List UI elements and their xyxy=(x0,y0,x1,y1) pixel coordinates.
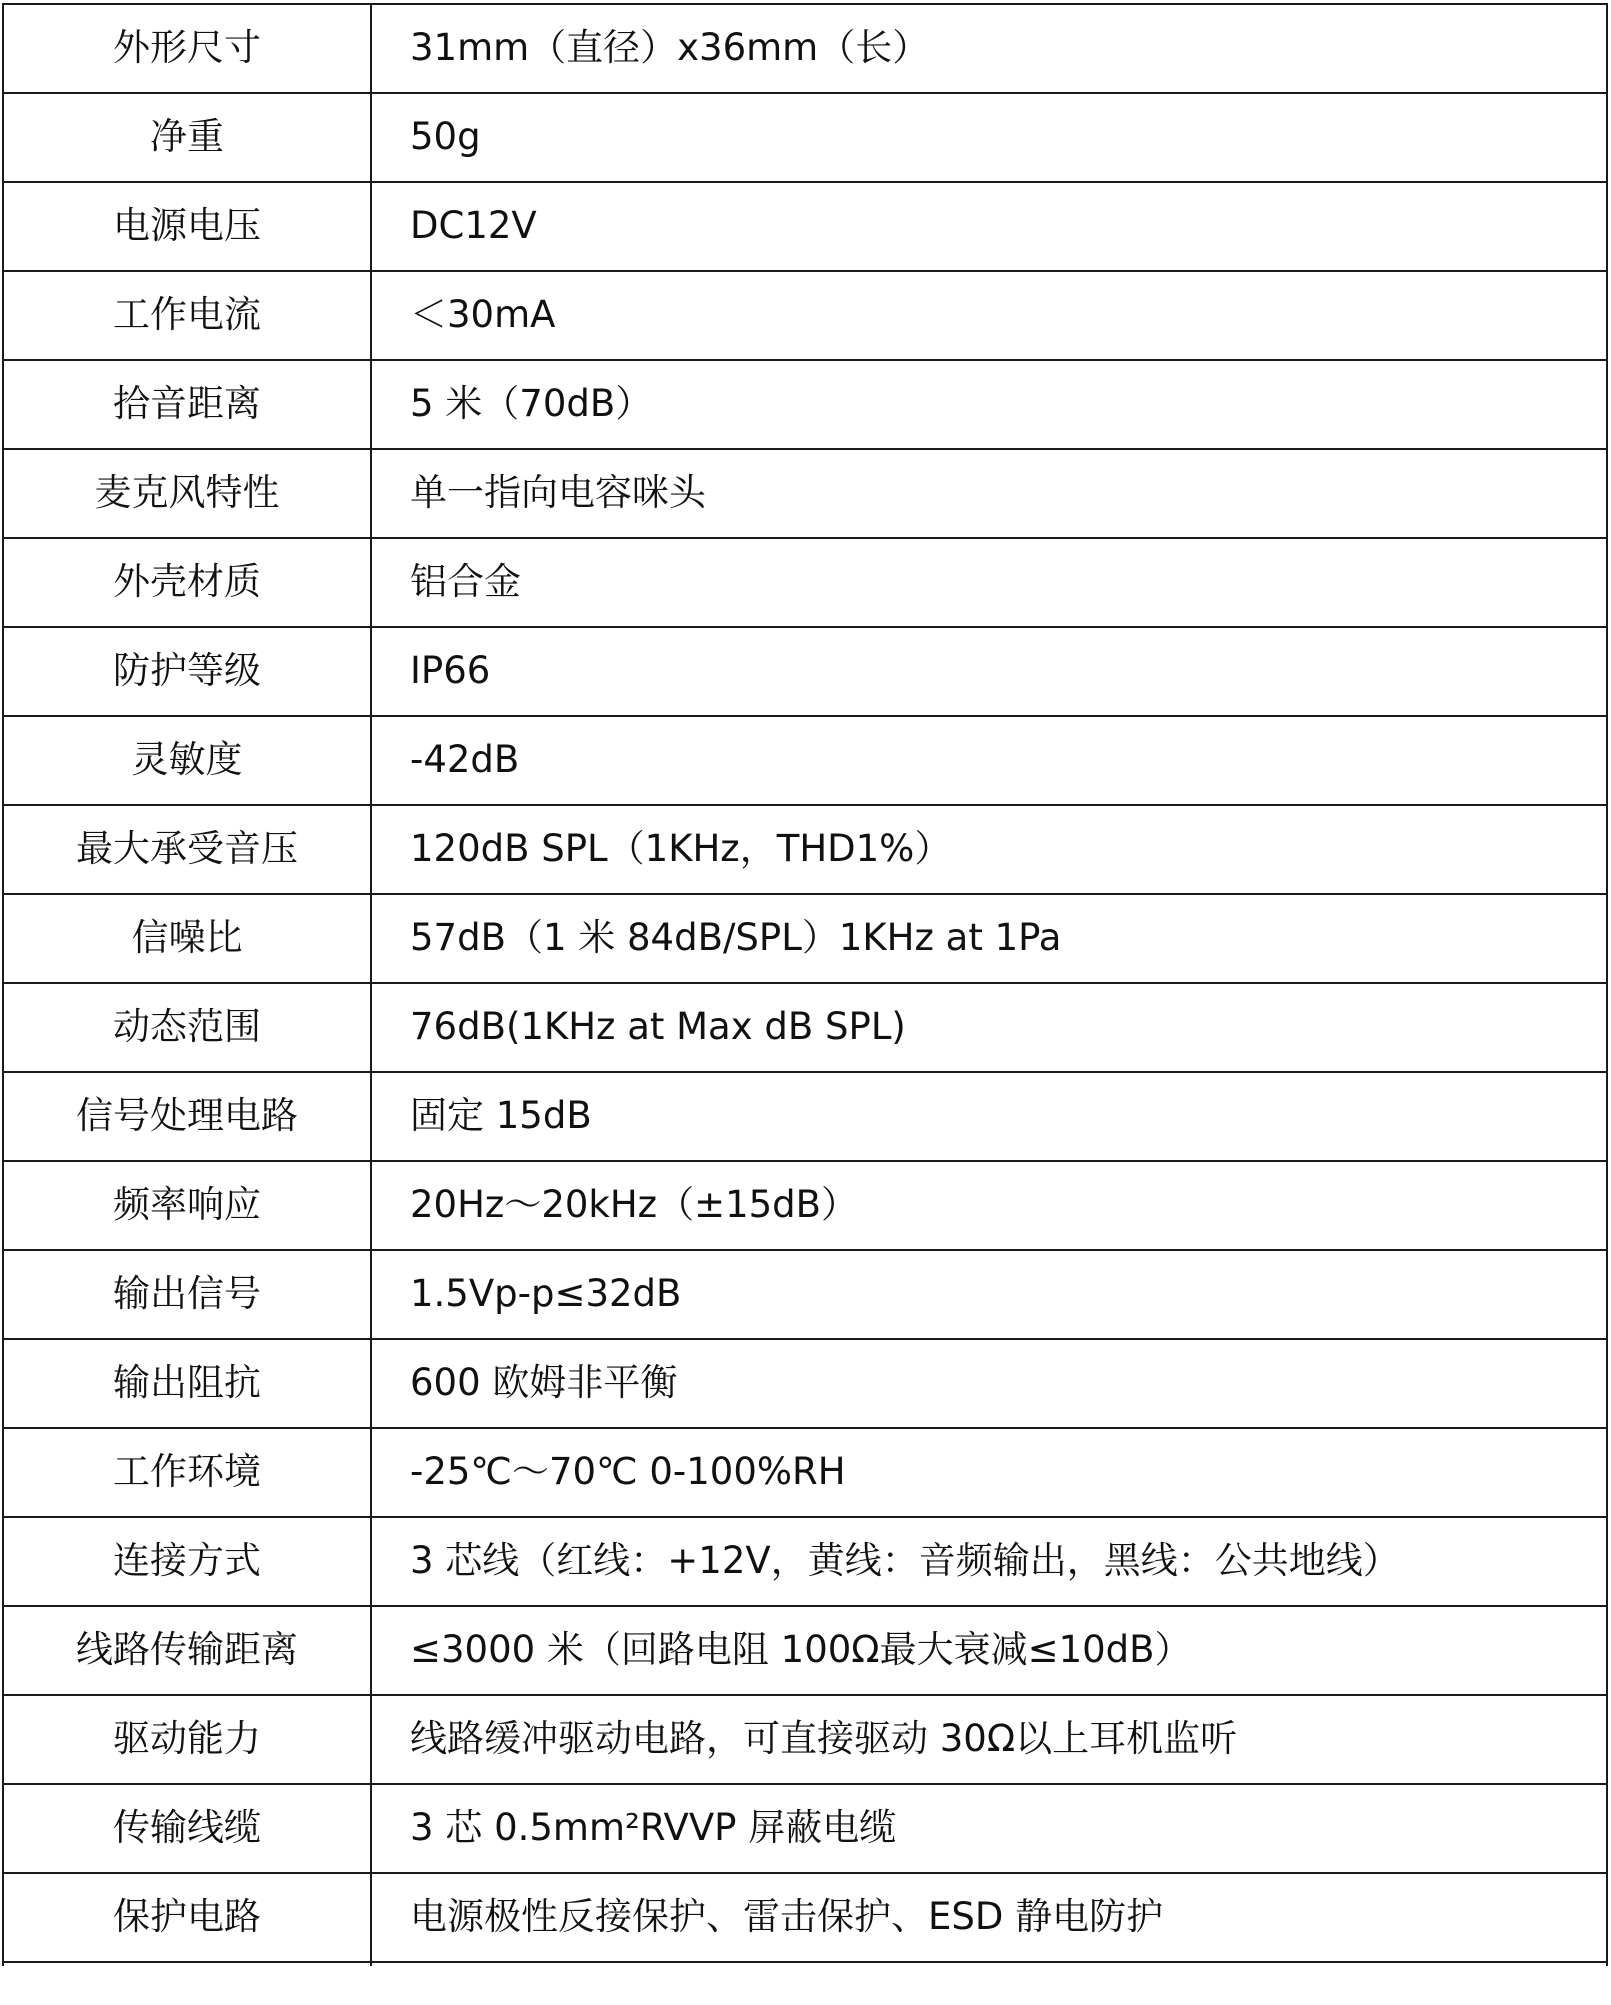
spec-value: ≤3000 米（回路电阻 100Ω最大衰减≤10dB） xyxy=(371,1606,1607,1695)
spec-label: 工作环境 xyxy=(3,1428,371,1517)
spec-label: 灵敏度 xyxy=(3,716,371,805)
spec-value: 固定 15dB xyxy=(371,1072,1607,1161)
spec-value: -25℃～70℃ 0-100%RH xyxy=(371,1428,1607,1517)
spec-label: 连接方式 xyxy=(3,1517,371,1606)
table-row xyxy=(3,1339,1607,1428)
spec-label: 信号处理电路 xyxy=(3,1072,371,1161)
spec-value: 20Hz～20kHz（±15dB） xyxy=(371,1161,1607,1250)
empty-cell xyxy=(3,1962,371,1966)
spec-label: 最大承受音压 xyxy=(3,805,371,894)
table-row-cut-off xyxy=(3,1962,1607,1966)
spec-label: 输出阻抗 xyxy=(3,1339,371,1428)
spec-value: 单一指向电容咪头 xyxy=(371,449,1607,538)
spec-value: 3 芯 0.5mm²RVVP 屏蔽电缆 xyxy=(371,1784,1607,1873)
table-row xyxy=(3,4,1607,93)
table-row xyxy=(3,1072,1607,1161)
spec-value: 1.5Vp-p≤32dB xyxy=(371,1250,1607,1339)
spec-label: 线路传输距离 xyxy=(3,1606,371,1695)
spec-label: 传输线缆 xyxy=(3,1784,371,1873)
spec-label: 电源电压 xyxy=(3,182,371,271)
table-row xyxy=(3,805,1607,894)
spec-label: 防护等级 xyxy=(3,627,371,716)
spec-table xyxy=(2,3,1608,1966)
spec-label: 净重 xyxy=(3,93,371,182)
spec-label: 信噪比 xyxy=(3,894,371,983)
spec-value: DC12V xyxy=(371,182,1607,271)
spec-value: 120dB SPL（1KHz，THD1%） xyxy=(371,805,1607,894)
spec-value: IP66 xyxy=(371,627,1607,716)
table-row xyxy=(3,716,1607,805)
spec-label: 驱动能力 xyxy=(3,1695,371,1784)
spec-value: 5 米（70dB） xyxy=(371,360,1607,449)
table-row xyxy=(3,1428,1607,1517)
table-row xyxy=(3,1784,1607,1873)
spec-value: ＜30mA xyxy=(371,271,1607,360)
table-row xyxy=(3,1250,1607,1339)
table-row xyxy=(3,449,1607,538)
spec-label: 频率响应 xyxy=(3,1161,371,1250)
spec-label: 输出信号 xyxy=(3,1250,371,1339)
spec-value: -42dB xyxy=(371,716,1607,805)
table-row xyxy=(3,1517,1607,1606)
spec-label: 麦克风特性 xyxy=(3,449,371,538)
spec-value: 31mm（直径）x36mm（长） xyxy=(371,4,1607,93)
spec-label: 保护电路 xyxy=(3,1873,371,1962)
spec-value: 76dB(1KHz at Max dB SPL) xyxy=(371,983,1607,1072)
spec-value: 600 欧姆非平衡 xyxy=(371,1339,1607,1428)
spec-value: 电源极性反接保护、雷击保护、ESD 静电防护 xyxy=(371,1873,1607,1962)
table-row xyxy=(3,1161,1607,1250)
spec-value: 线路缓冲驱动电路，可直接驱动 30Ω以上耳机监听 xyxy=(371,1695,1607,1784)
table-row xyxy=(3,1606,1607,1695)
spec-table-body xyxy=(3,4,1607,1966)
spec-label: 外形尺寸 xyxy=(3,4,371,93)
spec-label: 工作电流 xyxy=(3,271,371,360)
table-row xyxy=(3,627,1607,716)
table-row xyxy=(3,360,1607,449)
spec-label: 动态范围 xyxy=(3,983,371,1072)
empty-cell xyxy=(371,1962,1607,1966)
spec-label: 外壳材质 xyxy=(3,538,371,627)
table-row xyxy=(3,1873,1607,1962)
table-row xyxy=(3,983,1607,1072)
table-row xyxy=(3,271,1607,360)
spec-value: 57dB（1 米 84dB/SPL）1KHz at 1Pa xyxy=(371,894,1607,983)
table-row xyxy=(3,538,1607,627)
table-row xyxy=(3,894,1607,983)
table-row xyxy=(3,182,1607,271)
table-row xyxy=(3,93,1607,182)
spec-value: 铝合金 xyxy=(371,538,1607,627)
spec-value: 50g xyxy=(371,93,1607,182)
table-row xyxy=(3,1695,1607,1784)
spec-label: 拾音距离 xyxy=(3,360,371,449)
spec-value: 3 芯线（红线：+12V，黄线：音频输出，黑线：公共地线） xyxy=(371,1517,1607,1606)
